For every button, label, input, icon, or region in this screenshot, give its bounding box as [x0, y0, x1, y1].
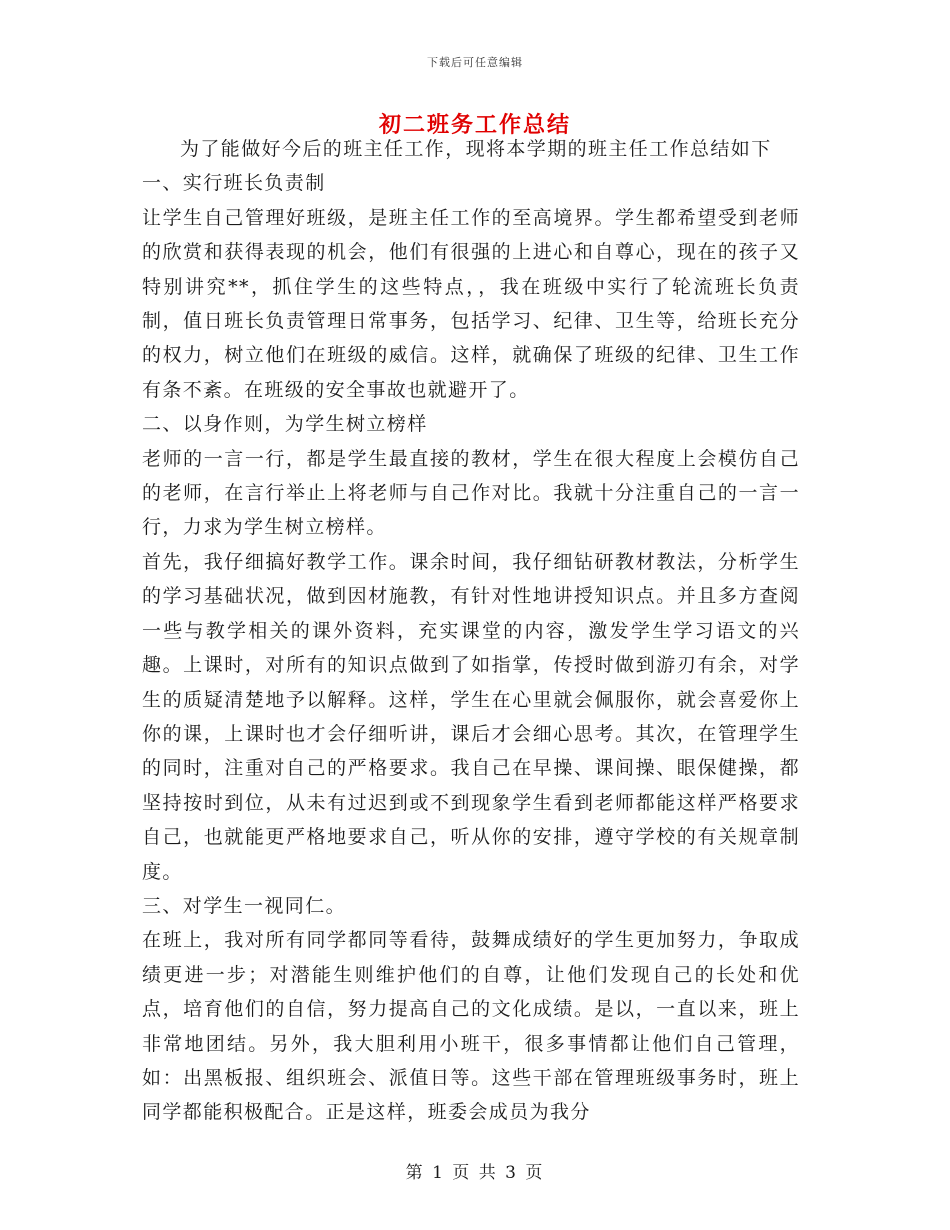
intro-paragraph: 为了能做好今后的班主任工作，现将本学期的班主任工作总结如下	[180, 138, 772, 160]
section-heading-2: 二、以身作则，为学生树立榜样	[142, 413, 428, 436]
body-paragraph: 让学生自己管理好班级，是班主任工作的至高境界。学生都希望受到老师的欣赏和获得表现的机会，他们有很强的上进心和自尊心，现在的孩子又特别讲究**，抓住学生的这些特点，，我在班级中实行了轮流班长负责制，值日班长负责管理日常事务，包括学习、纪律、卫生等，给班长充分的权力，树立他们在班级的威信。这样，就确保了班级的纪律、卫生工作有条不紊。在班级的安全事故也就避开了。	[142, 206, 800, 401]
section-heading-1: 一、实行班长负责制	[142, 172, 326, 195]
document-body	[142, 132, 800, 1130]
body-paragraph: 老师的一言一行，都是学生最直接的教材，学生在很大程度上会模仿自己的老师，在言行举止上将老师与自己作对比。我就十分注重自己的一言一行，力求为学生树立榜样。	[142, 447, 800, 539]
document-title: 初二班务工作总结	[378, 112, 571, 138]
header-note: 下载后可任意编辑	[427, 56, 523, 69]
page-number-footer: 第 1 页 共 3 页	[405, 1163, 545, 1183]
section-heading-3: 三、对学生一视同仁。	[142, 894, 347, 917]
body-paragraph: 在班上，我对所有同学都同等看待，鼓舞成绩好的学生更加努力，争取成绩更进一步；对潜能生则维护他们的自尊，让他们发现自己的长处和优点，培育他们的自信，努力提高自己的文化成绩。是以，一直以来，班上非常地团结。另外，我大胆利用小班干，很多事情都让他们自己管理，如：出黑板报、组织班会、派值日等。这些干部在管理班级事务时，班上同学都能积极配合。正是这样，班委会成员为我分	[142, 929, 800, 1124]
body-paragraph: 首先，我仔细搞好教学工作。课余时间，我仔细钻研教材教法，分析学生的学习基础状况，做到因材施教，有针对性地讲授知识点。并且多方查阅一些与教学相关的课外资料，充实课堂的内容，激发学生学习语文的兴趣。上课时，对所有的知识点做到了如指掌，传授时做到游刃有余，对学生的质疑清楚地予以解释。这样，学生在心里就会佩服你，就会喜爱你上你的课，上课时也才会仔细听讲，课后才会细心思考。其次，在管理学生的同时，注重对自己的严格要求。我自己在早操、课间操、眼保健操，都坚持按时到位，从未有过迟到或不到现象学生看到老师都能这样严格要求自己，也就能更严格地要求自己，听从你的安排，遵守学校的有关规章制度。	[142, 550, 800, 883]
